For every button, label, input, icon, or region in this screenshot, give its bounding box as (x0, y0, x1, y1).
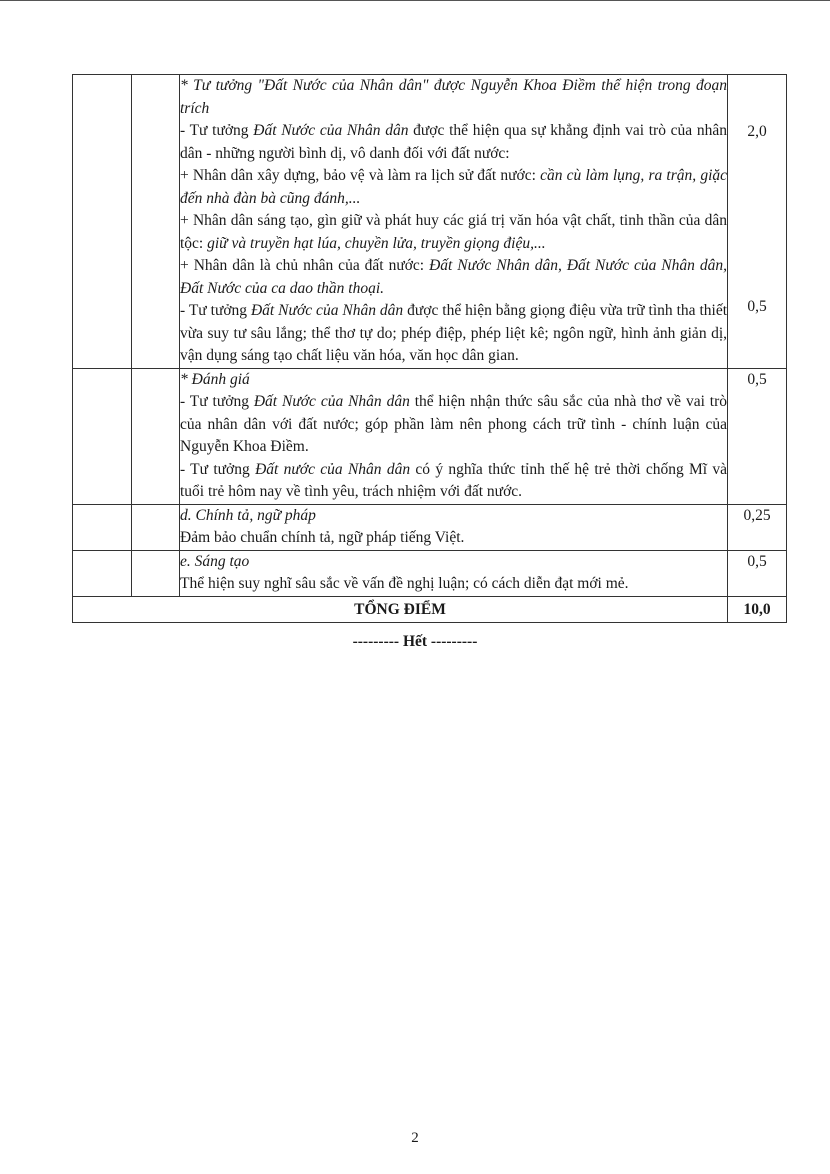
evaluation-point-1: - Tư tưởng Đất Nước của Nhân dân thể hiện nhận thức sâu sắc của nhà thơ về vai trò của nhân dân với đất nước; góp phần làm nên phong cách trữ tình - chính luận của Nguyễn Khoa Điềm. (180, 393, 728, 455)
row-evaluation (73, 368, 787, 504)
spelling-content (180, 504, 728, 550)
spelling-score: 0,25 (728, 504, 787, 550)
thought-score-cell (728, 75, 787, 369)
creativity-heading: e. Sáng tạo (180, 552, 250, 570)
spelling-heading: d. Chính tả, ngữ pháp (180, 506, 316, 524)
evaluation-score: 0,5 (728, 368, 787, 504)
creativity-text: Thể hiện suy nghĩ sâu sắc về vấn đề nghị luận; có cách diễn đạt mới mẻ. (180, 575, 629, 592)
thought-point-2: - Tư tưởng Đất Nước của Nhân dân được thể hiện bằng giọng điệu vừa trữ tình tha thiết vừa suy tư sâu lắng; thể thơ tự do; phép điệp, phép liệt kê; ngôn ngữ, hình ảnh giản dị, vận dụng sáng tạo chất liệu văn hóa, văn học dân gian. (180, 302, 728, 364)
grading-table (72, 74, 787, 623)
end-mark: --------- Hết --------- (352, 633, 478, 650)
thought-point-1: - Tư tưởng Đất Nước của Nhân dân được thể hiện qua sự khẳng định vai trò của nhân dân - những người bình dị, vô danh đối với đất nước: (180, 122, 728, 162)
evaluation-point-2: - Tư tưởng Đất nước của Nhân dân có ý nghĩa thức tỉnh thế hệ trẻ thời chống Mĩ và tuổi trẻ hôm nay về tình yêu, trách nhiệm với đất nước. (180, 460, 728, 500)
total-score: 10,0 (728, 596, 787, 622)
row-thought (73, 75, 787, 369)
question-cell (73, 368, 132, 504)
thought-sub-3: + Nhân dân là chủ nhân của đất nước: Đất Nước Nhân dân, Đất Nước của Nhân dân, Đất Nước của ca dao thần thoại. (180, 257, 727, 297)
part-cell (132, 368, 180, 504)
page-number: 2 (411, 1130, 419, 1146)
part-cell (132, 75, 180, 369)
row-creativity (73, 550, 787, 596)
thought-content (180, 75, 728, 369)
thought-score-1: 2,0 (747, 123, 767, 140)
evaluation-heading: * Đánh giá (180, 370, 250, 388)
question-cell (73, 550, 132, 596)
creativity-content (180, 550, 728, 596)
evaluation-content (180, 368, 728, 504)
part-cell (132, 504, 180, 550)
page-top-rule (0, 0, 830, 1)
spelling-text: Đảm bảo chuẩn chính tả, ngữ pháp tiếng Việt. (180, 529, 465, 546)
row-total (73, 596, 787, 622)
question-cell (73, 504, 132, 550)
part-cell (132, 550, 180, 596)
thought-score-2: 0,5 (747, 297, 767, 315)
row-spelling (73, 504, 787, 550)
thought-heading: * Tư tưởng "Đất Nước của Nhân dân" được Nguyễn Khoa Điềm thể hiện trong đoạn trích (180, 77, 727, 117)
total-label: TỔNG ĐIỂM (73, 596, 728, 622)
thought-sub-2: + Nhân dân sáng tạo, gìn giữ và phát huy các giá trị văn hóa vật chất, tinh thần của dân tộc: giữ và truyền hạt lúa, chuyền lửa, truyền giọng điệu,... (180, 212, 727, 252)
question-cell (73, 75, 132, 369)
thought-sub-1: + Nhân dân xây dựng, bảo vệ và làm ra lịch sử đất nước: cần cù làm lụng, ra trận, giặc đến nhà đàn bà cũng đánh,... (180, 167, 728, 207)
creativity-score: 0,5 (728, 550, 787, 596)
